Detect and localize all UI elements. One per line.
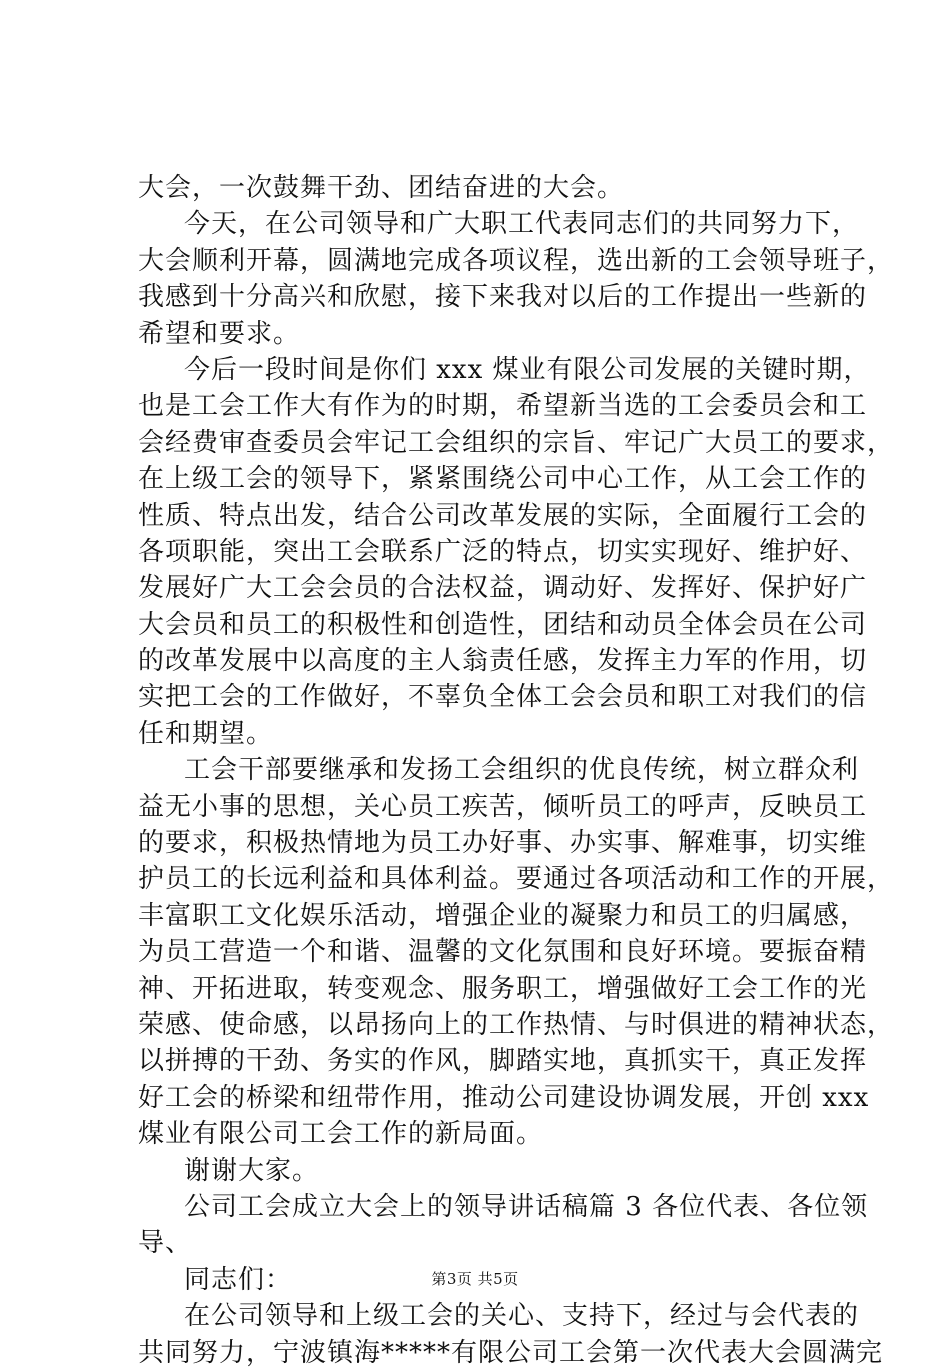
text-line: 今天，在公司领导和广大职工代表同志们的共同努力下， <box>184 209 860 240</box>
text-line: 以拼搏的干劲、务实的作风，脚踏实地，真抓实干，真正发挥 <box>138 1046 868 1077</box>
text-line: 工会干部要继承和发扬工会组织的优良传统，树立群众利 <box>184 755 860 786</box>
text-line: 任和期望。 <box>138 718 274 749</box>
text-line: 好工会的桥梁和纽带作用，推动公司建设协调发展，开创 xxx <box>138 1082 870 1113</box>
text-line: 大会顺利开幕，圆满地完成各项议程，选出新的工会领导班子， <box>138 245 895 276</box>
text-line: 在上级工会的领导下，紧紧围绕公司中心工作，从工会工作的 <box>138 464 868 495</box>
text-line: 也是工会工作大有作为的时期，希望新当选的工会委员会和工 <box>138 391 868 422</box>
text-line: 今后一段时间是你们 xxx 煤业有限公司发展的关键时期， <box>184 354 871 385</box>
page-number-label: 第3页 共5页 <box>431 1270 519 1288</box>
text-line: 的改革发展中以高度的主人翁责任感，发挥主力军的作用，切 <box>138 646 868 677</box>
document-body <box>138 170 895 1371</box>
text-line: 各项职能，突出工会联系广泛的特点，切实实现好、维护好、 <box>138 536 868 567</box>
text-line: 导、 <box>138 1228 193 1259</box>
text-line: 荣感、使命感，以昂扬向上的工作热情、与时俱进的精神状态， <box>138 1009 895 1040</box>
text-line: 我感到十分高兴和欣慰，接下来我对以后的工作提出一些新的 <box>138 282 868 313</box>
text-line: 谢谢大家。 <box>184 1155 320 1186</box>
text-line: 护员工的长远利益和具体利益。要通过各项活动和工作的开展， <box>138 864 895 895</box>
text-line: 公司工会成立大会上的领导讲话稿篇 3 各位代表、各位领 <box>184 1191 869 1222</box>
text-line: 煤业有限公司工会工作的新局面。 <box>138 1119 544 1150</box>
page-footer <box>0 1268 950 1289</box>
text-line: 性质、特点出发，结合公司改革发展的实际，全面履行工会的 <box>138 500 868 531</box>
text-line: 大会员和员工的积极性和创造性，团结和动员全体会员在公司 <box>138 609 868 640</box>
text-line: 希望和要求。 <box>138 318 301 349</box>
text-line: 在公司领导和上级工会的关心、支持下，经过与会代表的 <box>184 1301 860 1332</box>
text-line: 会经费审查委员会牢记工会组织的宗旨、牢记广大员工的要求， <box>138 427 895 458</box>
text-line: 丰富职工文化娱乐活动，增强企业的凝聚力和员工的归属感， <box>138 900 868 931</box>
text-line: 的要求，积极热情地为员工办好事、办实事、解难事，切实维 <box>138 828 868 859</box>
text-line: 实把工会的工作做好，不辜负全体工会会员和职工对我们的信 <box>138 682 868 713</box>
text-line: 共同努力，宁波镇海*****有限公司工会第一次代表大会圆满完 <box>138 1337 884 1368</box>
text-line: 神、开拓进取，转变观念、服务职工，增强做好工会工作的光 <box>138 973 868 1004</box>
text-line: 益无小事的思想，关心员工疾苦，倾听员工的呼声，反映员工 <box>138 791 868 822</box>
text-line: 为员工营造一个和谐、温馨的文化氛围和良好环境。要振奋精 <box>138 937 868 968</box>
text-line: 发展好广大工会会员的合法权益，调动好、发挥好、保护好广 <box>138 573 868 604</box>
text-line: 同志们： <box>184 1264 293 1295</box>
text-line: 大会，一次鼓舞干劲、团结奋进的大会。 <box>138 173 625 203</box>
